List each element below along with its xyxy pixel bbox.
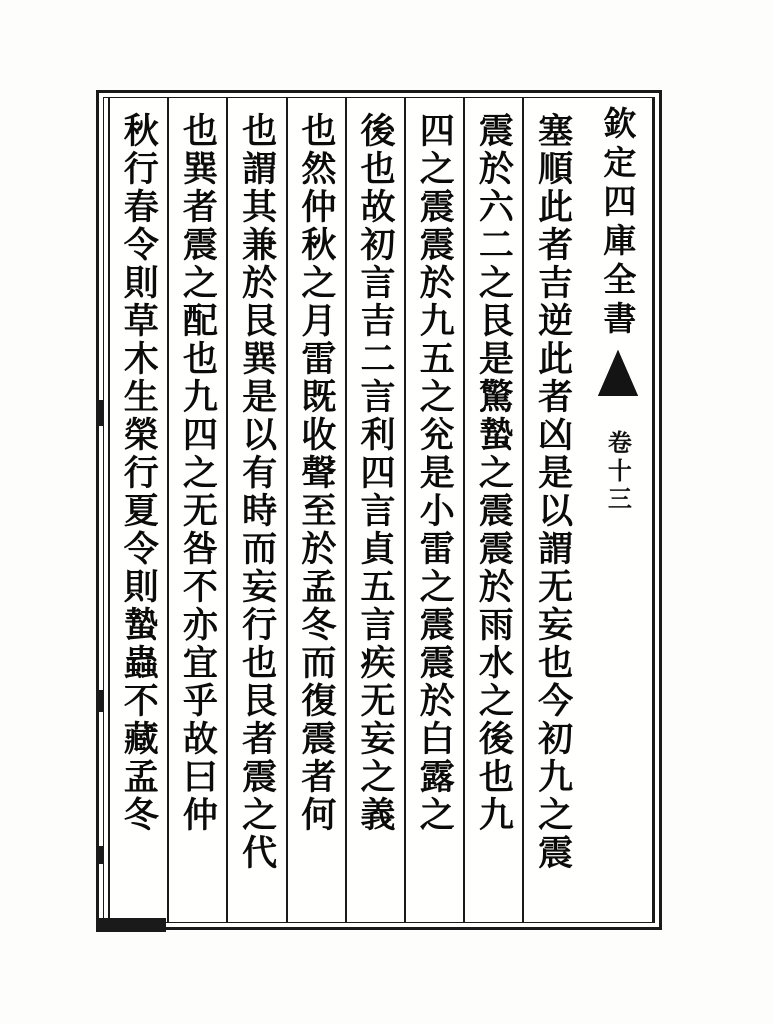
ink-mark [96, 918, 166, 932]
column-text: 也然仲秋之月雷既收聲至於孟冬而復震者何 [295, 112, 337, 834]
volume-label: 卷十三 [603, 430, 633, 514]
text-column-4 [345, 98, 404, 922]
column-text: 四之震震於九五之兊是小雷之震震於白露之 [414, 112, 456, 834]
text-column-1 [522, 98, 581, 922]
text-column-7 [167, 98, 226, 922]
column-text: 後也故初言吉二言利四言貞五言疾无妄之義 [355, 112, 397, 834]
ink-mark [99, 846, 104, 864]
book-title-band [582, 98, 654, 922]
book-title: 欽定四庫全書 [598, 106, 638, 340]
text-column-2 [463, 98, 522, 922]
ink-mark [99, 400, 104, 426]
column-text: 震於六二之艮是驚蟄之震震於雨水之後也九 [473, 112, 515, 834]
text-column-container [108, 98, 654, 922]
center-rule [652, 98, 654, 922]
column-text: 也謂其兼於艮巽是以有時而妄行也艮者震之代 [236, 112, 278, 872]
text-column-8 [108, 98, 167, 922]
column-text: 秋行春令則草木生榮行夏令則蟄蟲不藏孟冬 [118, 112, 160, 834]
text-column-5 [286, 98, 345, 922]
text-column-6 [226, 98, 285, 922]
column-text: 塞順此者吉逆此者凶是以謂无妄也今初九之震 [532, 112, 574, 872]
text-column-3 [404, 98, 463, 922]
fish-tail-icon [598, 350, 638, 396]
column-text: 也巽者震之配也九四之无咎不亦宜乎故曰仲 [177, 112, 219, 834]
ink-mark [99, 690, 104, 712]
